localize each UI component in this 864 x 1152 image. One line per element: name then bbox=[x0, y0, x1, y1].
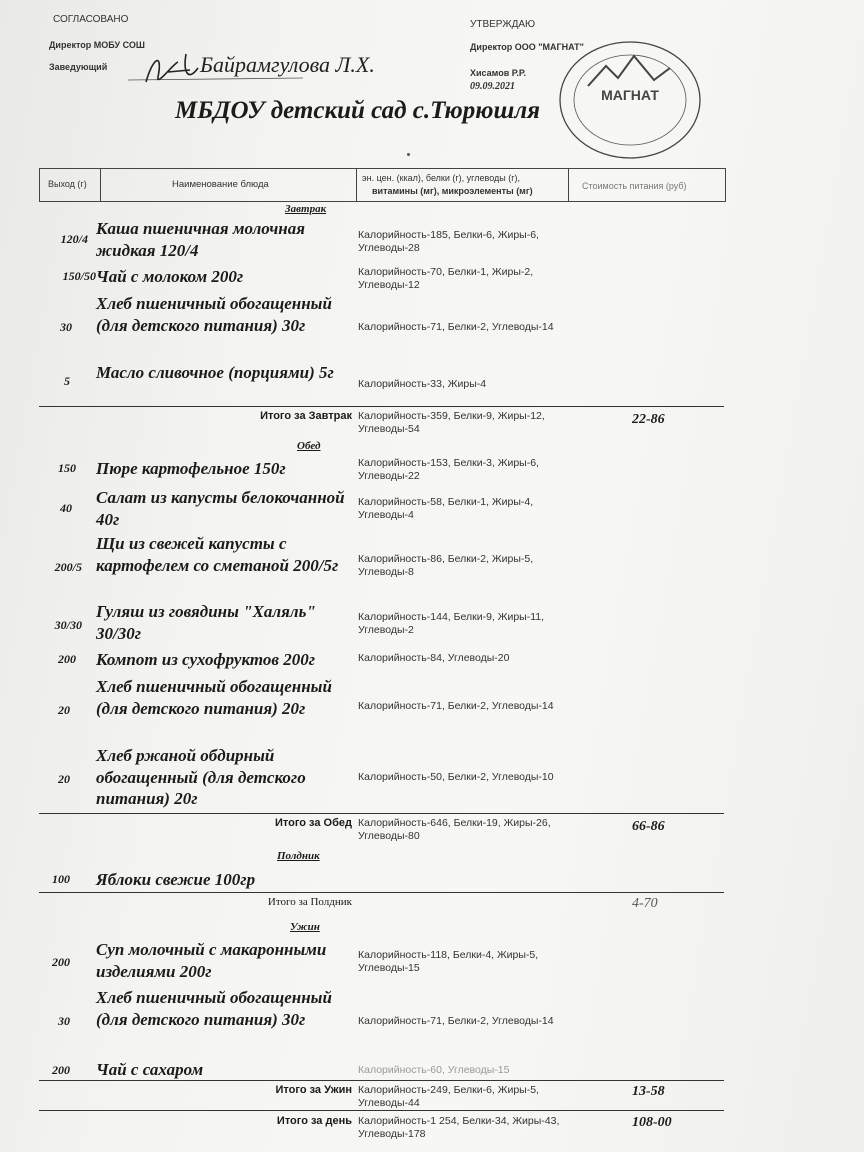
row-dish: Хлеб пшеничный обогащенный (для детского питания) 20г bbox=[96, 677, 332, 718]
section-divider bbox=[39, 813, 724, 814]
row-dish: Компот из сухофруктов 200г bbox=[96, 650, 315, 669]
total-cost: 4-70 bbox=[632, 896, 658, 911]
row-dish: Чай с молоком 200г bbox=[96, 267, 244, 286]
row-dish: Пюре картофельное 150г bbox=[96, 459, 286, 478]
row-dish: Щи из свежей капусты с картофелем со сметаной 200/5г bbox=[96, 534, 339, 575]
row-dish: Хлеб пшеничный обогащенный (для детского питания) 30г bbox=[96, 988, 332, 1029]
agreed-label: СОГЛАСОВАНО bbox=[53, 14, 129, 25]
row-dish: Хлеб пшеничный обогащенный (для детского питания) 30г bbox=[96, 294, 332, 335]
section-dinner-title: Ужин bbox=[290, 921, 320, 933]
row-nutrients: Калорийность-84, Углеводы-20 bbox=[358, 652, 510, 664]
row-dish: Хлеб ржаной обдирный обогащенный (для детского питания) 20г bbox=[96, 746, 306, 808]
row-nutrients: Калорийность-70, Белки-1, Жиры-2, Углеводы-12 bbox=[358, 266, 534, 291]
row-out: 120/4 bbox=[60, 232, 88, 246]
row-out: 40 bbox=[60, 501, 72, 515]
row-out: 30/30 bbox=[54, 618, 82, 632]
section-lunch-title: Обед bbox=[297, 440, 321, 452]
row-dish: Масло сливочное (порциями) 5г bbox=[96, 363, 334, 382]
total-cost: 22-86 bbox=[632, 412, 665, 427]
row-dish: Яблоки свежие 100гр bbox=[96, 870, 256, 889]
row-out: 150 bbox=[58, 461, 76, 475]
total-label: Итого за Полдник bbox=[267, 896, 352, 908]
day-total-nutrients: Калорийность-1 254, Белки-34, Жиры-43, Углеводы-178 bbox=[358, 1115, 560, 1140]
col-nutrients-2: витамины (мг), микроэлементы (мг) bbox=[372, 186, 533, 196]
row-dish: Каша пшеничная молочная жидкая 120/4 bbox=[96, 219, 305, 260]
section-divider bbox=[39, 406, 724, 407]
row-out: 200 bbox=[52, 955, 70, 969]
row-nutrients: Калорийность-153, Белки-3, Жиры-6, Углеводы-22 bbox=[358, 457, 539, 482]
row-dish: Чай с сахаром bbox=[96, 1060, 204, 1079]
row-out: 5 bbox=[64, 374, 70, 388]
section-breakfast-title: Завтрак bbox=[285, 203, 327, 215]
company-director-label: Директор ООО "МАГНАТ" bbox=[470, 42, 584, 52]
section-divider bbox=[39, 1080, 724, 1081]
row-out: 150/50 bbox=[62, 269, 96, 283]
total-label: Итого за Завтрак bbox=[260, 410, 352, 422]
total-nutrients: Калорийность-249, Белки-6, Жиры-5, Углеводы-44 bbox=[358, 1084, 539, 1109]
row-out: 30 bbox=[58, 1014, 70, 1028]
head-label: Заведующий bbox=[49, 62, 108, 72]
row-dish: Суп молочный с макаронными изделиями 200г bbox=[96, 940, 327, 981]
day-total-cost: 108-00 bbox=[632, 1115, 672, 1130]
row-nutrients: Калорийность-185, Белки-6, Жиры-6, Углеводы-28 bbox=[358, 229, 539, 254]
approve-label: УТВЕРЖДАЮ bbox=[470, 19, 536, 30]
dot-mark bbox=[407, 153, 410, 156]
stamp-text: МАГНАТ bbox=[601, 87, 659, 103]
row-nutrients: Калорийность-144, Белки-9, Жиры-11, Углеводы-2 bbox=[358, 611, 545, 636]
row-out: 200/5 bbox=[54, 560, 82, 574]
row-out: 200 bbox=[52, 1063, 70, 1077]
table-header bbox=[39, 168, 726, 202]
director-name: Хисамов Р.Р. bbox=[470, 68, 527, 78]
total-cost: 13-58 bbox=[632, 1084, 665, 1099]
col-out: Выход (г) bbox=[48, 179, 87, 189]
row-nutrients: Калорийность-58, Белки-1, Жиры-4, Углеводы-4 bbox=[358, 496, 534, 521]
school-director-label: Директор МОБУ СОШ bbox=[49, 40, 145, 50]
row-out: 30 bbox=[60, 320, 72, 334]
total-label: Итого за Ужин bbox=[275, 1084, 352, 1096]
row-nutrients: Калорийность-86, Белки-2, Жиры-5, Углеводы-8 bbox=[358, 553, 534, 578]
section-snack-title: Полдник bbox=[277, 850, 320, 862]
total-nutrients: Калорийность-359, Белки-9, Жиры-12, Углеводы-54 bbox=[358, 410, 545, 435]
row-nutrients: Калорийность-71, Белки-2, Углеводы-14 bbox=[358, 700, 554, 712]
total-nutrients: Калорийность-646, Белки-19, Жиры-26, Углеводы-80 bbox=[358, 817, 551, 842]
page-title: МБДОУ детский сад с.Тюрюшля bbox=[175, 97, 541, 124]
row-nutrients: Калорийность-33, Жиры-4 bbox=[358, 378, 487, 390]
row-nutrients: Калорийность-71, Белки-2, Углеводы-14 bbox=[358, 1015, 554, 1027]
total-label: Итого за Обед bbox=[274, 817, 352, 829]
row-out: 20 bbox=[58, 703, 70, 717]
company-stamp bbox=[558, 38, 706, 160]
row-out: 20 bbox=[58, 772, 70, 786]
row-out: 100 bbox=[52, 872, 70, 886]
section-divider bbox=[39, 892, 724, 893]
row-nutrients: Калорийность-71, Белки-2, Углеводы-14 bbox=[358, 321, 554, 333]
row-dish: Салат из капусты белокочанной 40г bbox=[96, 488, 345, 529]
signature bbox=[128, 42, 398, 97]
row-nutrients: Калорийность-60, Углеводы-15 bbox=[358, 1064, 510, 1076]
total-cost: 66-86 bbox=[632, 819, 665, 834]
row-out: 200 bbox=[58, 652, 76, 666]
col-cost: Стоимость питания (руб) bbox=[582, 181, 687, 191]
approval-date: 09.09.2021 bbox=[470, 81, 515, 92]
col-nutrients-1: эн. цен. (ккал), белки (г), углеводы (г), bbox=[362, 173, 521, 183]
row-nutrients: Калорийность-118, Белки-4, Жиры-5, Углеводы-15 bbox=[358, 949, 539, 974]
section-divider bbox=[39, 1110, 724, 1111]
col-dish: Наименование блюда bbox=[172, 179, 269, 190]
day-total-label: Итого за день bbox=[276, 1115, 352, 1127]
row-dish: Гуляш из говядины "Халяль" 30/30г bbox=[96, 602, 316, 643]
signature-text: Байрамгулова Л.Х. bbox=[200, 52, 375, 77]
row-nutrients: Калорийность-50, Белки-2, Углеводы-10 bbox=[358, 771, 554, 783]
